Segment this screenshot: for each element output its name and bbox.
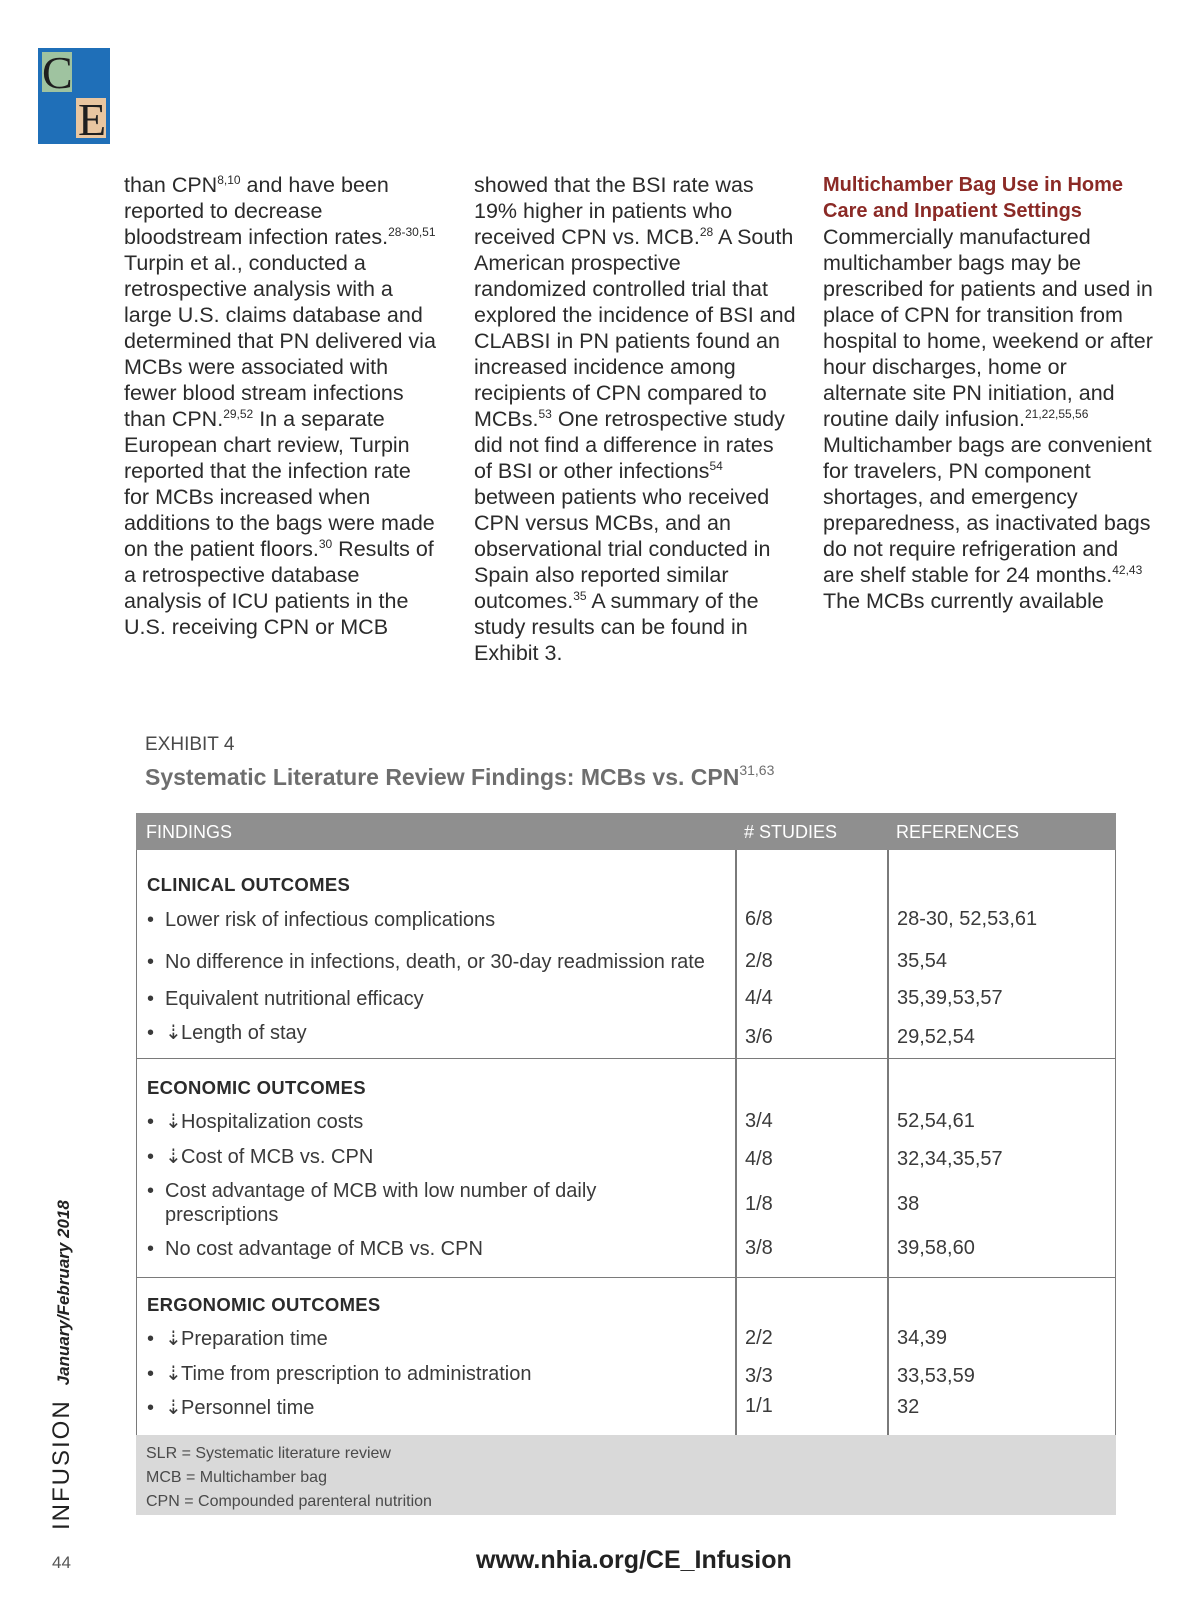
down-arrow-icon: ⇣ <box>165 1022 182 1044</box>
table-section-clinical: CLINICAL OUTCOMES • Lower risk of infectious complications 6/8 28-30, 52,53,61 • No difference in infections, death, or 30-day readmission rate 2/8 35,54 • Equivalent nutritional efficacy 4/4 35,39,53,57 • ⇣Length of stay 3/6 29,52,54 <box>137 850 1115 1059</box>
table-header <box>136 813 1116 850</box>
body-paragraph: showed that the BSI rate was 19% higher in patients who received CPN vs. MCB.$^{28}$ A South American prospective randomized controlled trial that explored the incidence of BSI and CLABSI in PN patients found an increased incidence among recipients of CPN compared to MCBs.$^{53}$ One retrospective study did not find a difference in rates of BSI or other infections$^{54}$ between patients who received CPN versus MCBs, and an observational trial conducted in Spain also reported similar outcomes.$^{35}$ A summary of the study results can be found in Exhibit 3. <box>474 173 796 665</box>
vertical-sidebar <box>48 1190 88 1530</box>
logo-letter-e: E <box>78 94 107 145</box>
column-divider <box>735 1059 737 1277</box>
ce-logo <box>38 48 110 144</box>
table-section-ergonomic: ERGONOMIC OUTCOMES • ⇣Preparation time 2/2 34,39 • ⇣Time from prescription to administration 3/3 33,53,59 • ⇣Personnel time 1/1 32 <box>137 1278 1115 1435</box>
body-column-1 <box>124 172 436 640</box>
publication-name: INFUSION <box>48 1399 75 1530</box>
logo-quadrant-blue <box>76 52 106 92</box>
table-body <box>136 850 1116 1435</box>
table-footnotes <box>136 1435 1116 1515</box>
header-findings: FINDINGS <box>146 822 233 842</box>
header-references: REFERENCES <box>896 822 1020 842</box>
column-divider <box>887 1059 889 1277</box>
issue-date: January/February 2018 <box>54 1200 73 1386</box>
body-paragraph: Commercially manufactured multichamber bags may be prescribed for patients and used in place of CPN for transition from hospital to home, weekend or after hour discharges, home or alternate site PN initiation, and routine daily infusion.$^{21,22,55,56}$ Multichamber bags are convenient for travelers, PN component shortages, and emergency preparedness, as inactivated bags do not require refrigeration and are shelf stable for 24 months.$^{42,43}$ The MCBs currently available <box>823 225 1153 613</box>
footnote: SLR = Systematic literature review <box>146 1445 391 1462</box>
down-arrow-icon: ⇣ <box>165 1146 182 1168</box>
column-divider <box>887 850 889 1058</box>
down-arrow-icon: ⇣ <box>165 1111 182 1133</box>
body-paragraph: than CPN$^{8,10}$ and have been reported to decrease bloodstream infection rates.$^{28-30,51}$ Turpin et al., conducted a retrospective analysis with a large U.S. claims database and determined that PN delivered via MCBs were associated with fewer blood stream infections than CPN.$^{29,52}$ In a separate European chart review, Turpin reported that the infection rate for MCBs increased when additions to the bags were made on the patient floors.$^{30}$ Results of a retrospective database analysis of ICU patients in the U.S. receiving CPN or MCB <box>124 173 436 639</box>
column-divider <box>735 1278 737 1435</box>
logo-quadrant-blue-2 <box>42 98 72 138</box>
header-studies: # STUDIES <box>744 822 838 842</box>
down-arrow-icon: ⇣ <box>165 1363 182 1385</box>
section-title: ERGONOMIC OUTCOMES <box>147 1294 381 1315</box>
down-arrow-icon: ⇣ <box>165 1328 182 1350</box>
section-title: ECONOMIC OUTCOMES <box>147 1077 366 1098</box>
footnote: MCB = Multichamber bag <box>146 1469 327 1486</box>
down-arrow-icon: ⇣ <box>165 1397 182 1419</box>
findings-table <box>136 813 1116 1515</box>
column-divider <box>735 850 737 1058</box>
page-number: 44 <box>52 1553 71 1572</box>
exhibit-title: Systematic Literature Review Findings: MCBs vs. CPN$^{31,63}$ <box>145 762 775 790</box>
footer-url[interactable]: www.nhia.org/CE_Infusion <box>476 1546 792 1574</box>
body-column-2 <box>474 172 796 666</box>
column-divider <box>887 1278 889 1435</box>
logo-letter-c: C <box>42 47 73 98</box>
section-title: CLINICAL OUTCOMES <box>147 874 351 895</box>
footnote: CPN = Compounded parenteral nutrition <box>146 1493 432 1510</box>
exhibit-label: EXHIBIT 4 <box>145 734 235 755</box>
table-section-economic: ECONOMIC OUTCOMES • ⇣Hospitalization costs 3/4 52,54,61 • ⇣Cost of MCB vs. CPN 4/8 32,34,35,57 • Cost advantage of MCB with low number of daily prescriptions 1/8 38 • No cost advantage of MCB vs. CPN 3/8 39,58,60 <box>137 1059 1115 1278</box>
body-column-3 <box>823 172 1153 614</box>
section-heading: Multichamber Bag Use in Home Care and Inpatient Settings <box>823 174 1124 222</box>
